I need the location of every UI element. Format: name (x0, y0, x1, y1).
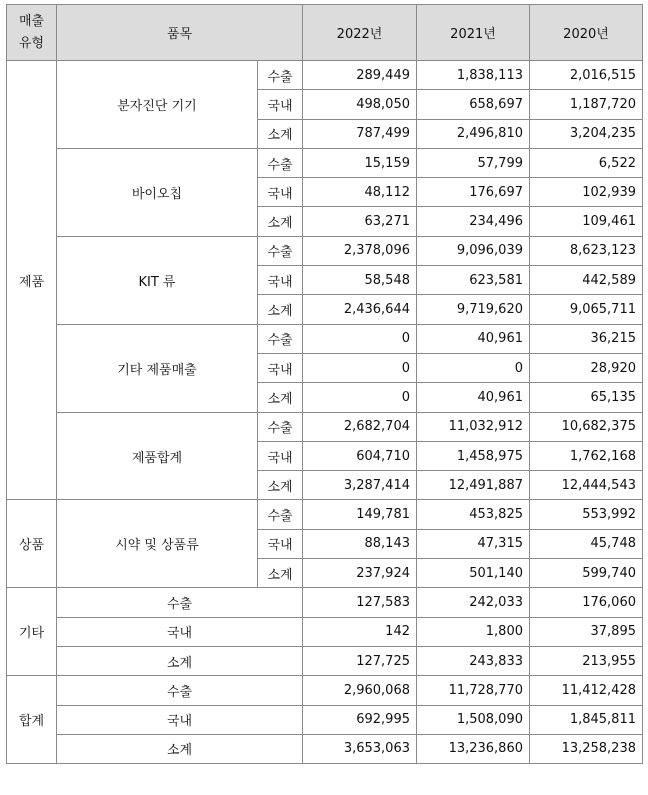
row-label-cell: 국내 (258, 90, 303, 119)
value-cell: 12,444,543 (530, 471, 643, 500)
row-label-cell: 소계 (258, 383, 303, 412)
value-cell: 36,215 (530, 324, 643, 353)
sales-type-cell: 제품 (7, 61, 57, 500)
value-cell: 13,236,860 (417, 734, 530, 763)
value-cell: 213,955 (530, 646, 643, 675)
row-label-cell: 소계 (258, 559, 303, 588)
sales-type-cell: 상품 (7, 500, 57, 588)
value-cell: 234,496 (417, 207, 530, 236)
item-name-cell: KIT 류 (57, 236, 258, 324)
sales-type-cell: 합계 (7, 676, 57, 764)
value-cell: 12,491,887 (417, 471, 530, 500)
row-label-cell: 수출 (258, 61, 303, 90)
header-sales-type-line1: 매출 (18, 13, 45, 29)
value-cell: 1,762,168 (530, 441, 643, 470)
row-label-cell: 국내 (258, 529, 303, 558)
row-label-cell: 국내 (258, 353, 303, 382)
header-year-2020: 2020년 (530, 5, 643, 61)
value-cell: 9,096,039 (417, 236, 530, 265)
table-row (7, 705, 643, 734)
value-cell: 242,033 (417, 588, 530, 617)
value-cell: 9,065,711 (530, 295, 643, 324)
item-name-cell: 시약 및 상품류 (57, 500, 258, 588)
row-label-cell: 소계 (258, 471, 303, 500)
row-label-cell: 수출 (258, 236, 303, 265)
value-cell: 11,728,770 (417, 676, 530, 705)
row-label-cell: 소계 (258, 207, 303, 236)
row-label-cell: 국내 (258, 178, 303, 207)
value-cell: 9,719,620 (417, 295, 530, 324)
value-cell: 37,895 (530, 617, 643, 646)
value-cell: 15,159 (303, 148, 417, 177)
value-cell: 127,583 (303, 588, 417, 617)
value-cell: 11,412,428 (530, 676, 643, 705)
value-cell: 47,315 (417, 529, 530, 558)
row-label-cell: 소계 (258, 295, 303, 324)
value-cell: 1,458,975 (417, 441, 530, 470)
value-cell: 40,961 (417, 383, 530, 412)
value-cell: 243,833 (417, 646, 530, 675)
sales-type-cell: 기타 (7, 588, 57, 676)
row-label-cell: 수출 (258, 500, 303, 529)
value-cell: 553,992 (530, 500, 643, 529)
table-row (7, 676, 643, 705)
value-cell: 13,258,238 (530, 734, 643, 763)
value-cell: 0 (417, 353, 530, 382)
value-cell: 65,135 (530, 383, 643, 412)
row-label-cell: 소계 (57, 734, 303, 763)
table-row (7, 646, 643, 675)
table-row (7, 734, 643, 763)
value-cell: 498,050 (303, 90, 417, 119)
value-cell: 0 (303, 353, 417, 382)
table-row (7, 588, 643, 617)
row-label-cell: 국내 (258, 441, 303, 470)
value-cell: 2,682,704 (303, 412, 417, 441)
value-cell: 604,710 (303, 441, 417, 470)
value-cell: 599,740 (530, 559, 643, 588)
value-cell: 3,204,235 (530, 119, 643, 148)
value-cell: 787,499 (303, 119, 417, 148)
value-cell: 58,548 (303, 266, 417, 295)
row-label-cell: 수출 (57, 676, 303, 705)
value-cell: 501,140 (417, 559, 530, 588)
value-cell: 289,449 (303, 61, 417, 90)
value-cell: 623,581 (417, 266, 530, 295)
table-row (7, 412, 643, 441)
item-name-cell: 기타 제품매출 (57, 324, 258, 412)
row-label-cell: 소계 (57, 646, 303, 675)
row-label-cell: 국내 (57, 705, 303, 734)
value-cell: 3,653,063 (303, 734, 417, 763)
row-label-cell: 수출 (258, 148, 303, 177)
value-cell: 237,924 (303, 559, 417, 588)
value-cell: 1,845,811 (530, 705, 643, 734)
value-cell: 658,697 (417, 90, 530, 119)
table-body (7, 61, 643, 764)
row-label-cell: 국내 (258, 266, 303, 295)
value-cell: 127,725 (303, 646, 417, 675)
sales-table (6, 4, 643, 764)
row-label-cell: 소계 (258, 119, 303, 148)
value-cell: 0 (303, 324, 417, 353)
value-cell: 6,522 (530, 148, 643, 177)
value-cell: 10,682,375 (530, 412, 643, 441)
header-year-2022: 2022년 (303, 5, 417, 61)
item-name-cell: 제품합계 (57, 412, 258, 500)
header-sales-type (7, 5, 57, 61)
table-row (7, 617, 643, 646)
value-cell: 149,781 (303, 500, 417, 529)
value-cell: 2,960,068 (303, 676, 417, 705)
item-name-cell: 바이오칩 (57, 148, 258, 236)
table-row (7, 500, 643, 529)
value-cell: 1,800 (417, 617, 530, 646)
value-cell: 692,995 (303, 705, 417, 734)
header-year-2021: 2021년 (417, 5, 530, 61)
value-cell: 1,187,720 (530, 90, 643, 119)
row-label-cell: 수출 (258, 324, 303, 353)
value-cell: 63,271 (303, 207, 417, 236)
table-row (7, 324, 643, 353)
item-name-cell: 분자진단 기기 (57, 61, 258, 149)
value-cell: 109,461 (530, 207, 643, 236)
value-cell: 2,436,644 (303, 295, 417, 324)
value-cell: 2,016,515 (530, 61, 643, 90)
value-cell: 11,032,912 (417, 412, 530, 441)
table-row (7, 148, 643, 177)
value-cell: 2,496,810 (417, 119, 530, 148)
value-cell: 8,623,123 (530, 236, 643, 265)
value-cell: 45,748 (530, 529, 643, 558)
header-sales-type-line2: 유형 (18, 35, 45, 51)
row-label-cell: 수출 (258, 412, 303, 441)
table-row (7, 236, 643, 265)
value-cell: 1,838,113 (417, 61, 530, 90)
value-cell: 40,961 (417, 324, 530, 353)
value-cell: 453,825 (417, 500, 530, 529)
value-cell: 3,287,414 (303, 471, 417, 500)
value-cell: 28,920 (530, 353, 643, 382)
value-cell: 1,508,090 (417, 705, 530, 734)
value-cell: 48,112 (303, 178, 417, 207)
header-item: 품목 (57, 5, 303, 61)
value-cell: 57,799 (417, 148, 530, 177)
value-cell: 442,589 (530, 266, 643, 295)
row-label-cell: 수출 (57, 588, 303, 617)
row-label-cell: 국내 (57, 617, 303, 646)
table-row (7, 61, 643, 90)
value-cell: 176,697 (417, 178, 530, 207)
value-cell: 142 (303, 617, 417, 646)
value-cell: 102,939 (530, 178, 643, 207)
value-cell: 88,143 (303, 529, 417, 558)
value-cell: 2,378,096 (303, 236, 417, 265)
value-cell: 176,060 (530, 588, 643, 617)
value-cell: 0 (303, 383, 417, 412)
header-row (7, 5, 643, 61)
